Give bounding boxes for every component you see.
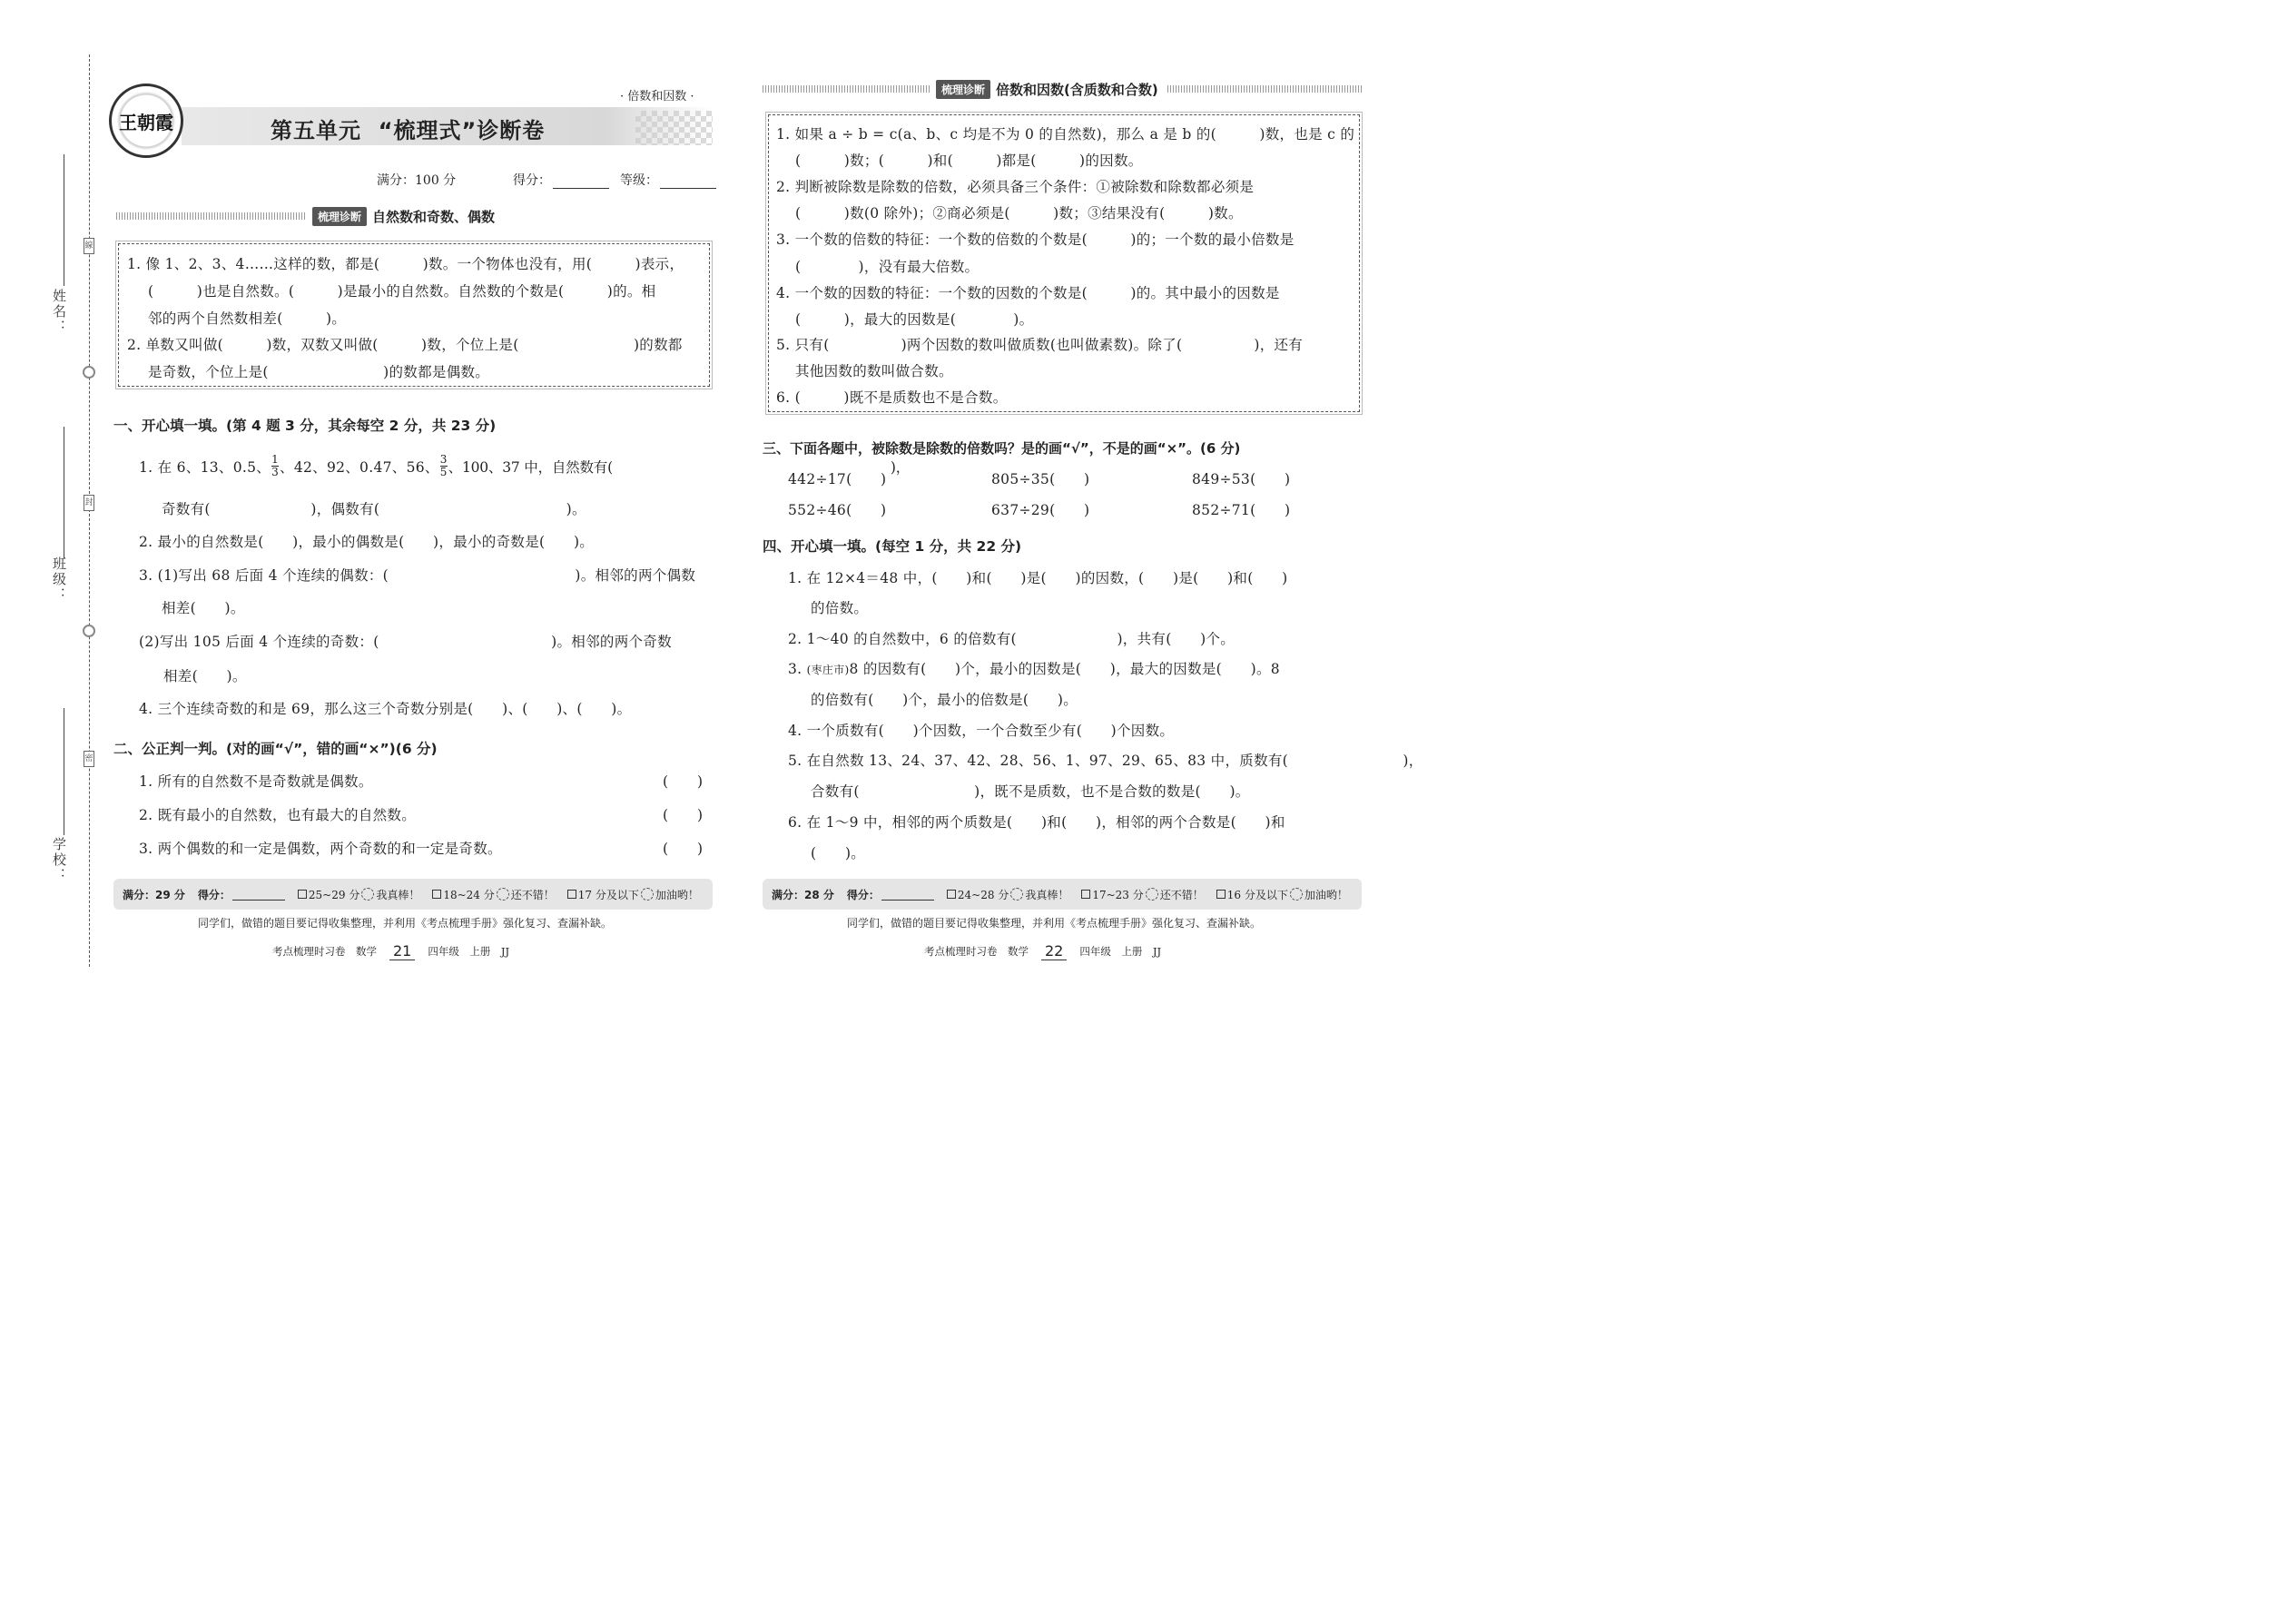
review-header-right: [763, 80, 1362, 98]
self-eval-bar-right: [763, 879, 1362, 910]
question-4-1: 1. 在 12×4＝48 中，( )和( )是( )的因数，( )是( )和( ): [788, 570, 1288, 586]
grade-blank[interactable]: [660, 176, 716, 189]
q1-text-a: 1. 在 6、13、0.5、: [139, 458, 271, 476]
question-1-2: 2. 最小的自然数是( )，最小的偶数是( )，最小的奇数是( )。: [139, 534, 595, 550]
eval-option[interactable]: [432, 887, 554, 902]
question-1-3-1: 3. (1)写出 68 后面 4 个连续的偶数：( )。相邻的两个偶数: [139, 567, 696, 584]
q1-text-c: 、100、37 中，自然数有( )，: [448, 458, 911, 476]
grade-field: [620, 171, 716, 189]
division-item: 852÷71( ): [1192, 502, 1291, 518]
judge-answer-paren[interactable]: ( ): [663, 807, 704, 823]
eval-option[interactable]: [1216, 887, 1348, 902]
review-tag: 梳理诊断: [936, 80, 990, 99]
seal-char: 密: [84, 751, 94, 767]
page-number: 21: [389, 942, 415, 960]
dotted-rule: [116, 212, 307, 220]
eval-option[interactable]: [947, 887, 1068, 902]
topic-label: · 倍数和因数 ·: [620, 90, 694, 103]
question-4-3: [788, 658, 1280, 678]
review-line: 1. 如果 a ÷ b = c(a、b、c 均是不为 0 的自然数)，那么 a 是 b 的( )数，也是 c 的: [776, 126, 1355, 143]
page-title: 第五单元 “梳理式”诊断卷: [271, 118, 546, 143]
neutral-face-icon: [497, 888, 509, 901]
fraction-one-third: [271, 454, 279, 478]
eval-message: 我真棒！: [376, 888, 420, 901]
section-full-score: 满分：29 分: [123, 888, 185, 901]
school-label: 学校：: [51, 837, 67, 883]
eval-range: 25~29 分: [308, 888, 360, 901]
review-header-left: [116, 207, 711, 225]
eval-option[interactable]: [567, 887, 699, 902]
question-1-3-2: (2)写出 105 后面 4 个连续的奇数：( )。相邻的两个奇数: [139, 634, 672, 650]
division-item: 849÷53( ): [1192, 471, 1291, 487]
section-score-blank[interactable]: [881, 888, 934, 901]
judge-item: 2. 既有最小的自然数，也有最大的自然数。: [139, 807, 417, 823]
page-number: 22: [1041, 942, 1067, 960]
frac-numerator: 3: [439, 453, 448, 466]
binding-ring-icon: [83, 625, 95, 637]
q3-text: 8 的因数有( )个，最小的因数是( )，最大的因数是( )。8: [849, 661, 1280, 677]
title-checker-decoration: [635, 111, 713, 145]
review-title: 自然数和奇数、偶数: [372, 208, 496, 225]
review-line: ( )数(0 除外)；②商必须是( )数；③结果没有( )数。: [795, 205, 1243, 221]
question-4-6: 6. 在 1～9 中，相邻的两个质数是( )和( )，相邻的两个合数是( )和: [788, 814, 1285, 831]
q3-number: 3.: [788, 661, 807, 677]
frac-denominator: 5: [439, 466, 448, 478]
division-item: 442÷17( ): [788, 471, 887, 487]
brand-logo: [109, 84, 183, 158]
review-line: 4. 一个数的因数的特征：一个数的因数的个数是( )的。其中最小的因数是: [776, 285, 1280, 301]
frac-numerator: 1: [271, 453, 280, 466]
review-line: ( )，没有最大倍数。: [795, 259, 980, 275]
division-item: 552÷46( ): [788, 502, 887, 518]
checkbox-icon[interactable]: [1216, 890, 1226, 899]
question-4-2: 2. 1～40 的自然数中，6 的倍数有( )，共有( )个。: [788, 631, 1236, 647]
dotted-rule: [1167, 85, 1362, 93]
eval-range: 24~28 分: [957, 888, 1009, 901]
review-line: 2. 判断被除数是除数的倍数，必须具备三个条件：①被除数和除数都必须是: [776, 179, 1255, 195]
frac-denominator: 3: [271, 466, 280, 478]
eval-range: 17 分及以下: [577, 888, 639, 901]
smile-face-icon: [1010, 888, 1023, 901]
class-label: 班级：: [51, 556, 67, 603]
review-line: 5. 只有( )两个因数的数叫做质数(也叫做素数)。除了( )，还有: [776, 337, 1304, 353]
section-full-score: 满分：28 分: [772, 888, 834, 901]
question-4-3-cont: 的倍数有( )个，最小的倍数是( )。: [811, 692, 1078, 708]
review-line: 3. 一个数的倍数的特征：一个数的倍数的个数是( )的；一个数的最小倍数是: [776, 231, 1295, 248]
question-4-5: 5. 在自然数 13、24、37、42、28、56、1、97、29、65、83 中，质数有( )，: [788, 753, 1423, 769]
score-field: [513, 171, 609, 189]
eval-message: 我真棒！: [1025, 888, 1069, 901]
section-score-blank[interactable]: [232, 888, 285, 901]
brand-logo-text: 王朝霞: [119, 111, 173, 133]
checkbox-icon[interactable]: [298, 890, 307, 899]
exam-spread: [0, 0, 1423, 999]
judge-answer-paren[interactable]: ( ): [663, 773, 704, 790]
page-footer-right: [924, 942, 1161, 960]
review-note: 同学们，做错的题目要记得收集整理，并利用《考点梳理手册》强化复习、查漏补缺。: [847, 917, 1262, 930]
review-line: 2. 单数又叫做( )数，双数又叫做( )数，个位上是( )的数都: [127, 337, 683, 353]
q1-text-b: 、42、92、0.47、56、: [280, 458, 439, 476]
review-tag: 梳理诊断: [312, 207, 367, 226]
page-footer-left: [272, 942, 509, 960]
review-line: 1. 像 1、2、3、4……这样的数，都是( )数。一个物体也没有，用( )表示，: [127, 256, 684, 272]
source-tag: (枣庄市): [806, 664, 850, 676]
checkbox-icon[interactable]: [567, 890, 576, 899]
score-blank[interactable]: [553, 176, 609, 189]
eval-message: 还不错！: [1159, 888, 1204, 901]
review-title: 倍数和因数(含质数和合数): [996, 81, 1158, 98]
seal-char: 線: [84, 238, 94, 254]
question-4-4: 4. 一个质数有( )个因数，一个合数至少有( )个因数。: [788, 723, 1175, 739]
self-eval-bar-left: [113, 879, 713, 910]
review-line: 邻的两个自然数相差( )。: [148, 310, 347, 327]
eval-range: 17~23 分: [1092, 888, 1144, 901]
eval-range: 16 分及以下: [1226, 888, 1288, 901]
question-4-5-cont: 合数有( )，既不是质数，也不是合数的数是( )。: [811, 783, 1250, 800]
question-1-4: 4. 三个连续奇数的和是 69，那么这三个奇数分别是( )、( )、( )。: [139, 701, 632, 717]
section-4-heading: 四、开心填一填。(每空 1 分，共 22 分): [763, 538, 1022, 555]
checkbox-icon[interactable]: [1081, 890, 1090, 899]
eval-range: 18~24 分: [443, 888, 495, 901]
book-title: 考点梳理时习卷 数学: [924, 945, 1029, 958]
section-3-heading: 三、下面各题中，被除数是除数的倍数吗？是的画“√”，不是的画“×”。(6 分): [763, 440, 1241, 457]
fraction-three-fifths: [440, 454, 448, 478]
review-line: 其他因数的数叫做合数。: [795, 363, 953, 379]
book-title: 考点梳理时习卷 数学: [272, 945, 377, 958]
eval-message: 加油哟！: [1304, 888, 1348, 901]
judge-item: 3. 两个偶数的和一定是偶数，两个奇数的和一定是奇数。: [139, 841, 502, 857]
section-2-heading: 二、公正判一判。(对的画“√”，错的画“×”)(6 分): [113, 741, 438, 757]
grade-edition: 四年级 上册 JJ: [1079, 945, 1162, 958]
division-item: 805÷35( ): [991, 471, 1090, 487]
checkbox-icon[interactable]: [432, 890, 441, 899]
division-item: 637÷29( ): [991, 502, 1090, 518]
review-note: 同学们，做错的题目要记得收集整理，并利用《考点梳理手册》强化复习、查漏补缺。: [198, 917, 613, 930]
full-score: 满分：100 分: [377, 173, 457, 188]
judge-answer-paren[interactable]: ( ): [663, 841, 704, 857]
grade-edition: 四年级 上册 JJ: [428, 945, 510, 958]
review-line: 6. ( )既不是质数也不是合数。: [776, 389, 1008, 406]
score-label: 得分：: [513, 173, 551, 188]
question-4-1-cont: 的倍数。: [811, 600, 869, 616]
seal-char: 封: [84, 495, 94, 511]
eval-message: 还不错！: [510, 888, 555, 901]
name-label: 姓名：: [51, 289, 67, 335]
section-score-label: 得分：: [197, 888, 231, 901]
question-1-3-2-cont: 相差( )。: [163, 668, 247, 684]
question-4-6-cont: ( )。: [811, 845, 866, 861]
checkbox-icon[interactable]: [947, 890, 956, 899]
smile-face-icon: [361, 888, 374, 901]
question-1-1-cont: 奇数有( )，偶数有( )。: [162, 501, 586, 517]
judge-item: 1. 所有的自然数不是奇数就是偶数。: [139, 773, 373, 790]
eval-option[interactable]: [1081, 887, 1203, 902]
section-score-label: 得分：: [846, 888, 880, 901]
review-line: 是奇数，个位上是( )的数都是偶数。: [148, 364, 490, 380]
section-1-heading: 一、开心填一填。(第 4 题 3 分，其余每空 2 分，共 23 分): [113, 418, 497, 434]
grade-label: 等级：: [620, 173, 658, 188]
review-line: ( )，最大的因数是( )。: [795, 311, 1034, 328]
review-line: ( )也是自然数。( )是最小的自然数。自然数的个数是( )的。相: [148, 283, 656, 300]
cheer-face-icon: [641, 888, 654, 901]
review-line: ( )数；( )和( )都是( )的因数。: [795, 153, 1143, 169]
dotted-rule: [763, 85, 930, 93]
binding-ring-icon: [83, 366, 95, 379]
neutral-face-icon: [1146, 888, 1158, 901]
eval-option[interactable]: [298, 887, 419, 902]
question-1-3-1-cont: 相差( )。: [162, 600, 245, 616]
eval-message: 加油哟！: [655, 888, 699, 901]
cheer-face-icon: [1290, 888, 1303, 901]
